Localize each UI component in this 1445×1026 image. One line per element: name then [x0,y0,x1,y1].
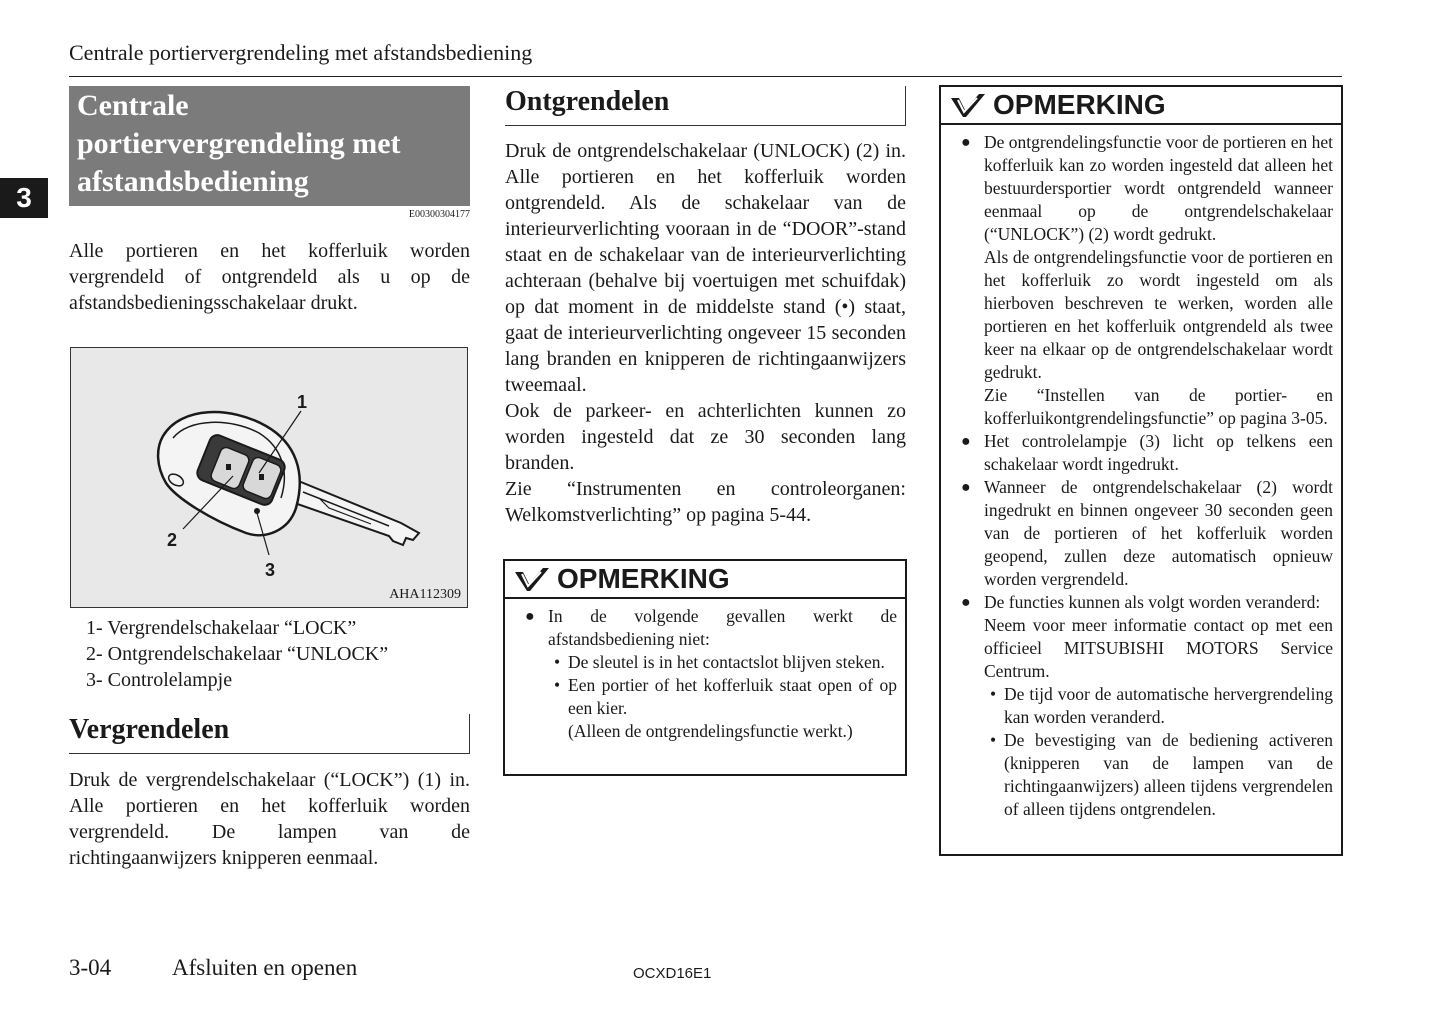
section-title-line: afstandsbediening [77,165,309,198]
note-item-text: Zie “Instellen van de portier- en kofferluikontgrendelingsfunctie” op pagina 3-05. [984,385,1333,428]
callout-2: 2 [167,530,178,550]
callout-1: 1 [297,392,308,412]
page-number: 3-04 [69,955,112,980]
remote-key-figure [70,347,468,608]
figure-code: AHA112309 [389,587,461,602]
note-item-text: Als de ontgrendelingsfunctie voor de portieren en het kofferluik zo wordt ingesteld om als hierboven beschreven te werken, worden alle portieren en het kofferluik ontgrendeld als twee keer na elkaar op de ontgrendelschakelaar wordt gedrukt. [984,247,1333,382]
checkmark-note-icon [513,566,551,592]
figure-legend [86,615,388,693]
legend-item: 1- Vergrendelschakelaar “LOCK” [86,617,357,639]
note-item-text: Wanneer de ontgrendelschakelaar (2) wordt ingedrukt en binnen ongeveer 30 seconden geen van de portieren of het kofferluik worden geopend, zullen deze automatisch opnieuw worden vergrendeld. [984,477,1333,589]
footer-section-title: Afsluiten en openen [172,955,358,980]
note-box [939,85,1343,856]
legend-item: 2- Ontgrendelschakelaar “UNLOCK” [86,643,389,665]
note-item-text: De functies kunnen als volgt worden veranderd: [984,592,1321,612]
bullet-icon: ● [961,479,971,496]
bullet-icon: ● [961,134,971,151]
note-body [505,599,905,743]
note-item-text: De ontgrendelingsfunctie voor de portieren en het kofferluik kan zo worden ingesteld dat alleen het bestuurdersportier wordt ontgrendeld wanneer eenmaal op de ontgrendelschakelaar (“UNLOCK”) (2) wordt gedrukt. [984,132,1333,244]
note-subitem [984,729,1333,821]
note-subitem-text: (Alleen de ontgrendelingsfunctie werkt.) [568,721,853,741]
header-divider [69,76,1342,77]
ontgrendelen-paragraph: Ook de parkeer- en achterlichten kunnen zo worden ingesteld dat ze 30 seconden lang branden. [505,400,906,474]
running-header: Centrale portiervergrendeling met afstandsbediening [69,40,533,65]
section-title [69,86,470,206]
vergrendelen-heading: Vergrendelen [69,714,470,754]
note-item [947,476,1333,591]
bullet-icon: ● [961,594,971,611]
note-item [947,430,1333,476]
note-header [941,87,1341,125]
legend-item: 3- Controlelampje [86,669,233,691]
note-item-text: Het controlelampje (3) licht op telkens een schakelaar wordt ingedrukt. [984,431,1333,474]
ontgrendelen-heading: Ontgrendelen [505,86,906,126]
intro-paragraph: Alle portieren en het kofferluik worden vergrendeld of ontgrendeld als u op de afstandsbedieningsschakelaar drukt. [69,240,470,314]
remote-key-illustration [71,348,467,607]
note-item-text: Neem voor meer informatie contact op met een officieel MITSUBISHI MOTORS Service Centrum. [984,615,1333,681]
note-subitem-text: De sleutel is in het contactslot blijven steken. [568,652,885,672]
note-item-text: In de volgende gevallen werkt de afstandsbediening niet: [548,606,897,649]
note-title: OPMERKING [993,89,1166,120]
section-title-line: portiervergrendeling met [77,127,401,160]
note-header [505,561,905,599]
note-title: OPMERKING [557,563,730,594]
dot-icon: • [554,675,561,695]
note-subitem [548,651,897,674]
note-body [941,125,1341,821]
dot-icon: • [554,652,561,672]
note-subitem-text: Een portier of het kofferluik staat open of op een kier. [568,675,897,718]
callout-3: 3 [265,560,276,580]
dot-icon: • [990,684,997,704]
note-item [947,591,1333,821]
chapter-tab: 3 [0,178,48,218]
ontgrendelen-paragraph: Druk de ontgrendelschakelaar (UNLOCK) (2) in. Alle portieren en het kofferluik worden ontgrendeld. Als de schakelaar van de interieurverlichting vooraan in de “DOOR”-stand staat en de schakelaar van de interieurverlichting achteraan (behalve bij voertuigen met schuifdak) op dat moment in de middelste stand (•) staat, gaat de interieurverlichting ongeveer 15 seconden lang branden en knipperen de richtingaanwijzers tweemaal. [505,140,906,396]
section-code: E00300304177 [408,209,470,220]
bullet-icon: ● [525,608,535,625]
checkmark-note-icon [949,92,987,118]
note-item [511,605,897,743]
note-subitem-text: De bevestiging van de bediening activeren (knipperen van de lampen van de richtingaanwijzers) alleen tijdens vergrendelen of alleen tijdens ontgrendelen. [1004,730,1333,819]
note-subitem [548,674,897,743]
ontgrendelen-paragraph: Zie “Instrumenten en controleorganen: Welkomstverlichting” op pagina 5-44. [505,478,906,526]
ontgrendelen-text [505,138,906,528]
note-subitem [984,683,1333,729]
vergrendelen-paragraph: Druk de vergrendelschakelaar (“LOCK”) (1) in. Alle portieren en het kofferluik worden vergrendeld. De lampen van de richtingaanwijzers knipperen eenmaal. [69,769,470,869]
note-item [947,131,1333,430]
bullet-icon: ● [961,433,971,450]
note-subitem-text: De tijd voor de automatische hervergrendeling kan worden veranderd. [1004,684,1333,727]
note-box [503,559,907,776]
dot-icon: • [990,730,997,750]
document-code: OCXD16E1 [633,965,712,982]
section-title-line: Centrale [77,89,189,122]
